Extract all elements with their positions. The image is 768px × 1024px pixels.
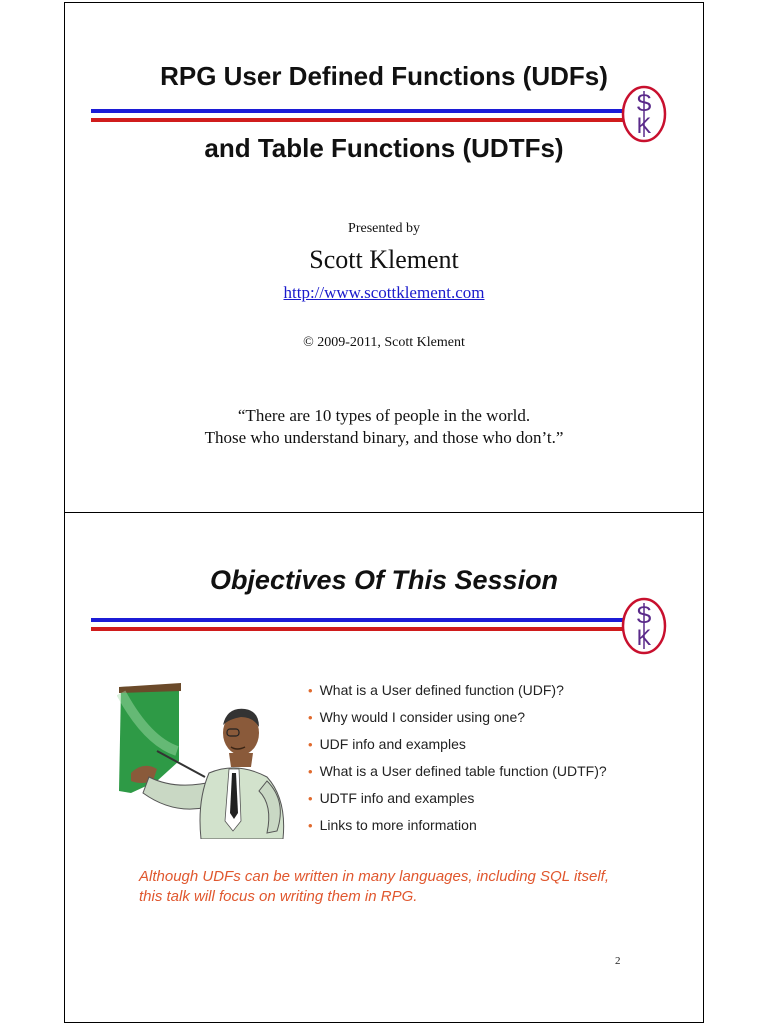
logo-letter-k: K — [636, 113, 652, 138]
logo-letter-s: S — [635, 90, 653, 117]
slide-title-line2: and Table Functions (UDTFs) — [204, 133, 564, 163]
bullet-icon: • — [308, 710, 313, 725]
red-stripe — [91, 627, 623, 631]
list-item — [308, 762, 607, 789]
list-item-text: Links to more information — [319, 817, 477, 833]
list-item — [308, 816, 607, 843]
presenter-name: Scott Klement — [309, 245, 459, 274]
binary-quote — [65, 405, 703, 449]
blue-stripe — [91, 618, 623, 622]
blue-stripe — [91, 109, 623, 113]
objectives-title: Objectives Of This Session — [209, 565, 559, 595]
bullet-icon: • — [308, 683, 313, 698]
list-item-text: UDF info and examples — [319, 736, 466, 752]
list-item — [308, 681, 607, 708]
sk-logo-icon — [621, 597, 667, 655]
title-slide — [64, 2, 704, 514]
bullet-icon: • — [308, 764, 313, 779]
bullet-icon: • — [308, 818, 313, 833]
objectives-list — [308, 681, 607, 843]
objectives-slide — [64, 512, 704, 1023]
page-number: 2 — [615, 955, 621, 967]
logo-letter-s: S — [635, 602, 653, 629]
list-item — [308, 708, 607, 735]
list-item-text: What is a User defined table function (UDTF)? — [319, 763, 607, 779]
presented-by-label: Presented by — [348, 221, 420, 236]
list-item — [308, 789, 607, 816]
list-item-text: UDTF info and examples — [319, 790, 475, 806]
list-item-text: What is a User defined function (UDF)? — [319, 682, 564, 698]
slide-title-line1: RPG User Defined Functions (UDFs) — [160, 61, 608, 91]
language-note: Although UDFs can be written in many languages, including SQL itself, this talk will focus on writing them in RPG. — [139, 868, 609, 905]
bullet-icon: • — [308, 791, 313, 806]
website-link[interactable]: http://www.scottklement.com — [283, 283, 485, 302]
quote-line2: Those who understand binary, and those who don’t.” — [204, 428, 564, 447]
list-item-text: Why would I consider using one? — [319, 709, 526, 725]
bullet-icon: • — [308, 737, 313, 752]
quote-line1: “There are 10 types of people in the world. — [237, 406, 531, 425]
presenter-pointing-at-board-icon — [117, 681, 297, 839]
list-item — [308, 735, 607, 762]
copyright-text: © 2009-2011, Scott Klement — [303, 335, 465, 350]
logo-letter-k: K — [636, 625, 652, 650]
red-stripe — [91, 118, 623, 122]
